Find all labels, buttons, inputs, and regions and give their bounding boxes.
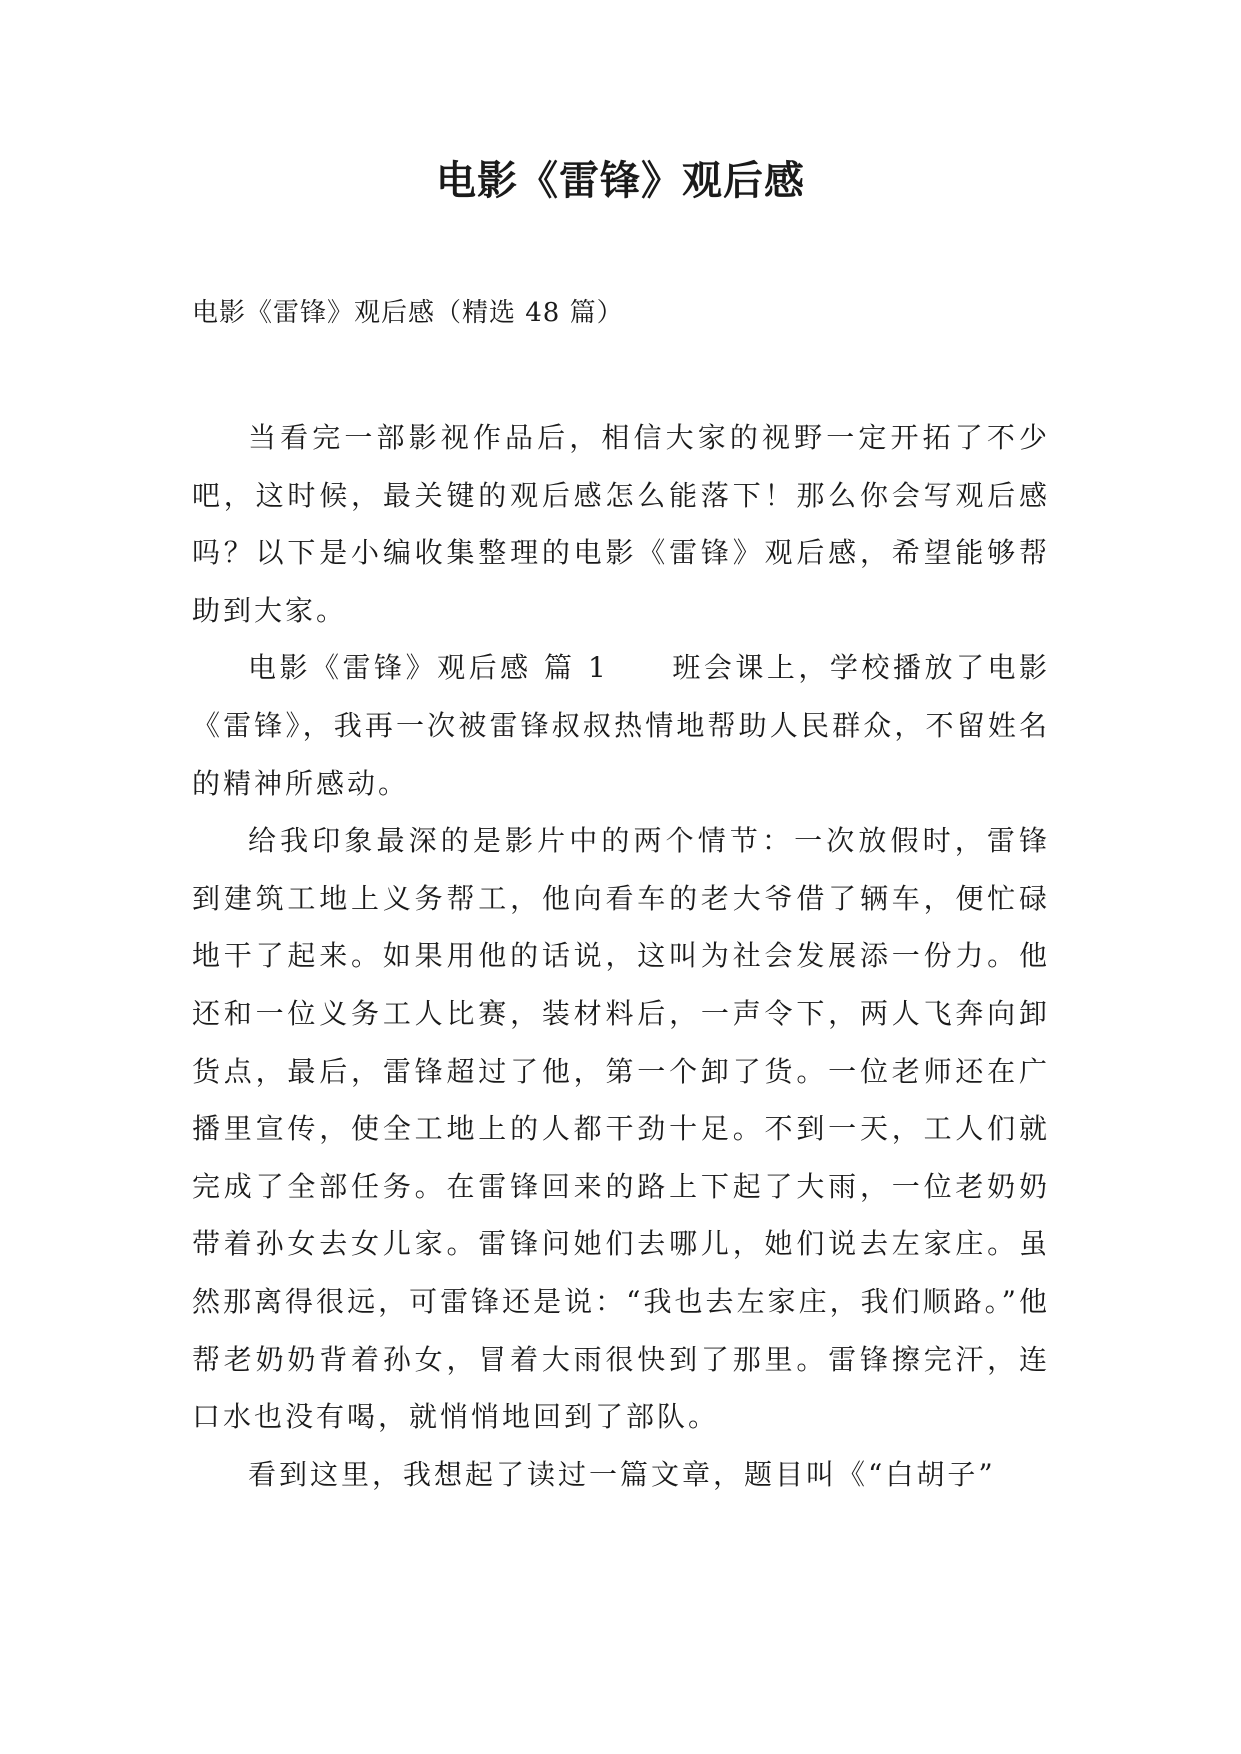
- body-paragraph: 给我印象最深的是影片中的两个情节：一次放假时，雷锋到建筑工地上义务帮工，他向看车的老大爷借了辆车，便忙碌地干了起来。如果用他的话说，这叫为社会发展添一份力。他还和一位义务工人比赛，装材料后，一声令下，两人飞奔向卸货点，最后，雷锋超过了他，第一个卸了货。一位老师还在广播里宣传，使全工地上的人都干劲十足。不到一天，工人们就完成了全部任务。在雷锋回来的路上下起了大雨，一位老奶奶带着孙女去女儿家。雷锋问她们去哪儿，她们说去左家庄。虽然那离得很远，可雷锋还是说：“我也去左家庄，我们顺路。”他帮老奶奶背着孙女，冒着大雨很快到了那里。雷锋擦完汗，连口水也没有喝，就悄悄地回到了部队。: [192, 824, 1050, 1434]
- document-body: [192, 409, 1050, 1503]
- document-subtitle: 电影《雷锋》观后感（精选 48 篇）: [192, 298, 624, 328]
- body-paragraph: 看到这里，我想起了读过一篇文章，题目叫《“白胡子”: [248, 1457, 996, 1491]
- body-paragraph: 电影《雷锋》观后感 篇 1 班会课上，学校播放了电影《雷锋》，我再一次被雷锋叔叔热情地帮助人民群众，不留姓名的精神所感动。: [192, 651, 1050, 800]
- intro-paragraph: 当看完一部影视作品后，相信大家的视野一定开拓了不少吧，这时候，最关键的观后感怎么能落下！那么你会写观后感吗？以下是小编收集整理的电影《雷锋》观后感，希望能够帮助到大家。: [192, 421, 1050, 627]
- document-title: 电影《雷锋》观后感: [436, 158, 805, 204]
